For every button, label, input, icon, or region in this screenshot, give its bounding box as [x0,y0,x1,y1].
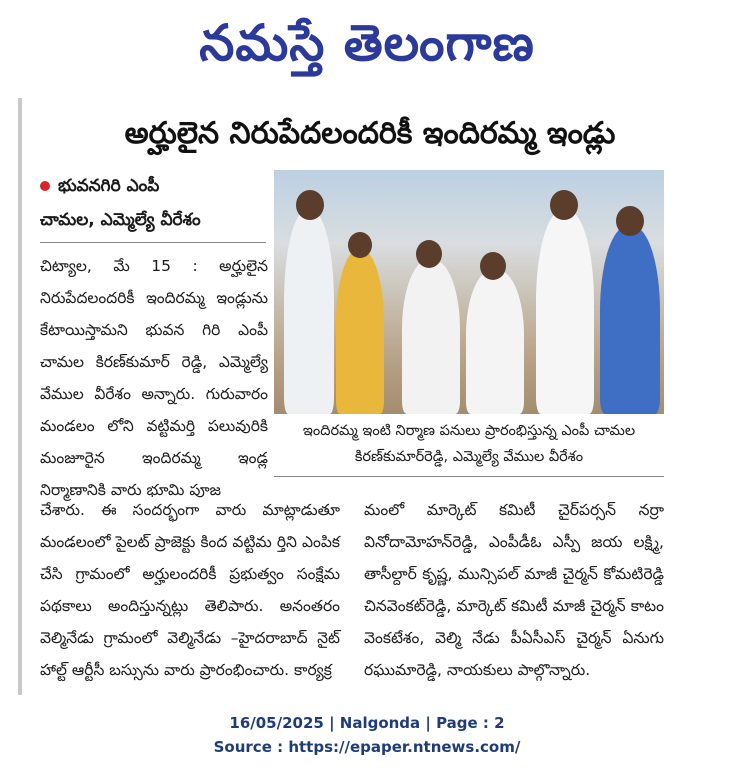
caption-divider [274,476,664,477]
bullet-icon [40,181,50,191]
masthead-logo: నమస్తే తెలంగాణ [199,14,535,72]
left-column-rule [18,98,22,695]
article-body-top: చిట్యాల, మే 15 : అర్హులైన నిరుపేదలందరికీ ఇందిరమ్మ ఇండ్లును కేటాయిస్తామని భువన గిరి ఎంపీ చామల కిరణ్‌కుమార్ రెడ్డి, ఎమ్మెల్యే వేముల వీరేశం అన్నారు. గురువారం మండలం లోని వట్టిమర్తి పలువురికి మంజూరైన ఇందిరమ్మ ఇండ్ల నిర్మాణానికి వారు భూమి పూజ [40,257,268,499]
subhead-line-1-text: భువనగిరి ఎంపీ [58,176,160,196]
article-headline: అర్హులైన నిరుపేదలందరికీ ఇందిరమ్మ ఇండ్లు [124,116,616,151]
subhead-line-2: చామల, ఎమ్మెల్యే వీరేశం [40,210,201,230]
article-body-bottom-right: మంలో మార్కెట్ కమిటీ చైర్‌పర్సన్ నర్రా వినోదామోహన్‌రెడ్డి, ఎంపీడీఓ ఎస్పీ జయ లక్ష్మి, తాసీల్దార్ కృష్ణ, మున్సిపల్ మాజీ చైర్మన్ కోమటిరెడ్డి చినవెంకట్‌రెడ్డి, మార్కెట్ కమిటీ మాజీ చైర్మన్ కాటం వెంకటేశం, వెల్మి నేడు పీఏసీఎస్ చైర్మన్ ఏనుగు రఘుమారెడ్డి, నాయకులు పాల్గొన్నారు. [364,501,664,679]
article-photo [274,170,664,414]
subhead-line-1 [40,172,265,200]
article-body-bottom-left: చేశారు. ఈ సందర్భంగా వారు మాట్లాడుతూ మండలంలో పైలట్ ప్రాజెక్టు కింద వట్టిమ ర్తిని ఎంపిక చేసి గ్రామంలో అర్హులందరికీ ప్రభుత్వం సంక్షేమ పథకాలు అందిస్తున్నట్లు తెలిపారు. అనంతరం వెల్మినేడు గ్రామంలో వెల్మినేడు –హైదరాబాద్ నైట్ హాల్ట్ ఆర్టీసీ బస్సును వారు ప్రారంభించారు. కార్యక్ర [40,501,340,679]
photo-caption: ఇందిరమ్మ ఇంటి నిర్మాణ పనులు ప్రారంభిస్తున్న ఎంపీ చామల కిరణ్‌కుమార్‌రెడ్డి, ఎమ్మెల్యే వేముల వీరేశం [302,423,636,465]
footer-date-edition: 16/05/2025 | Nalgonda | Page : 2 [229,714,505,732]
footer-source: Source : https://epaper.ntnews.com/ [213,738,521,756]
subhead-divider [40,242,266,243]
